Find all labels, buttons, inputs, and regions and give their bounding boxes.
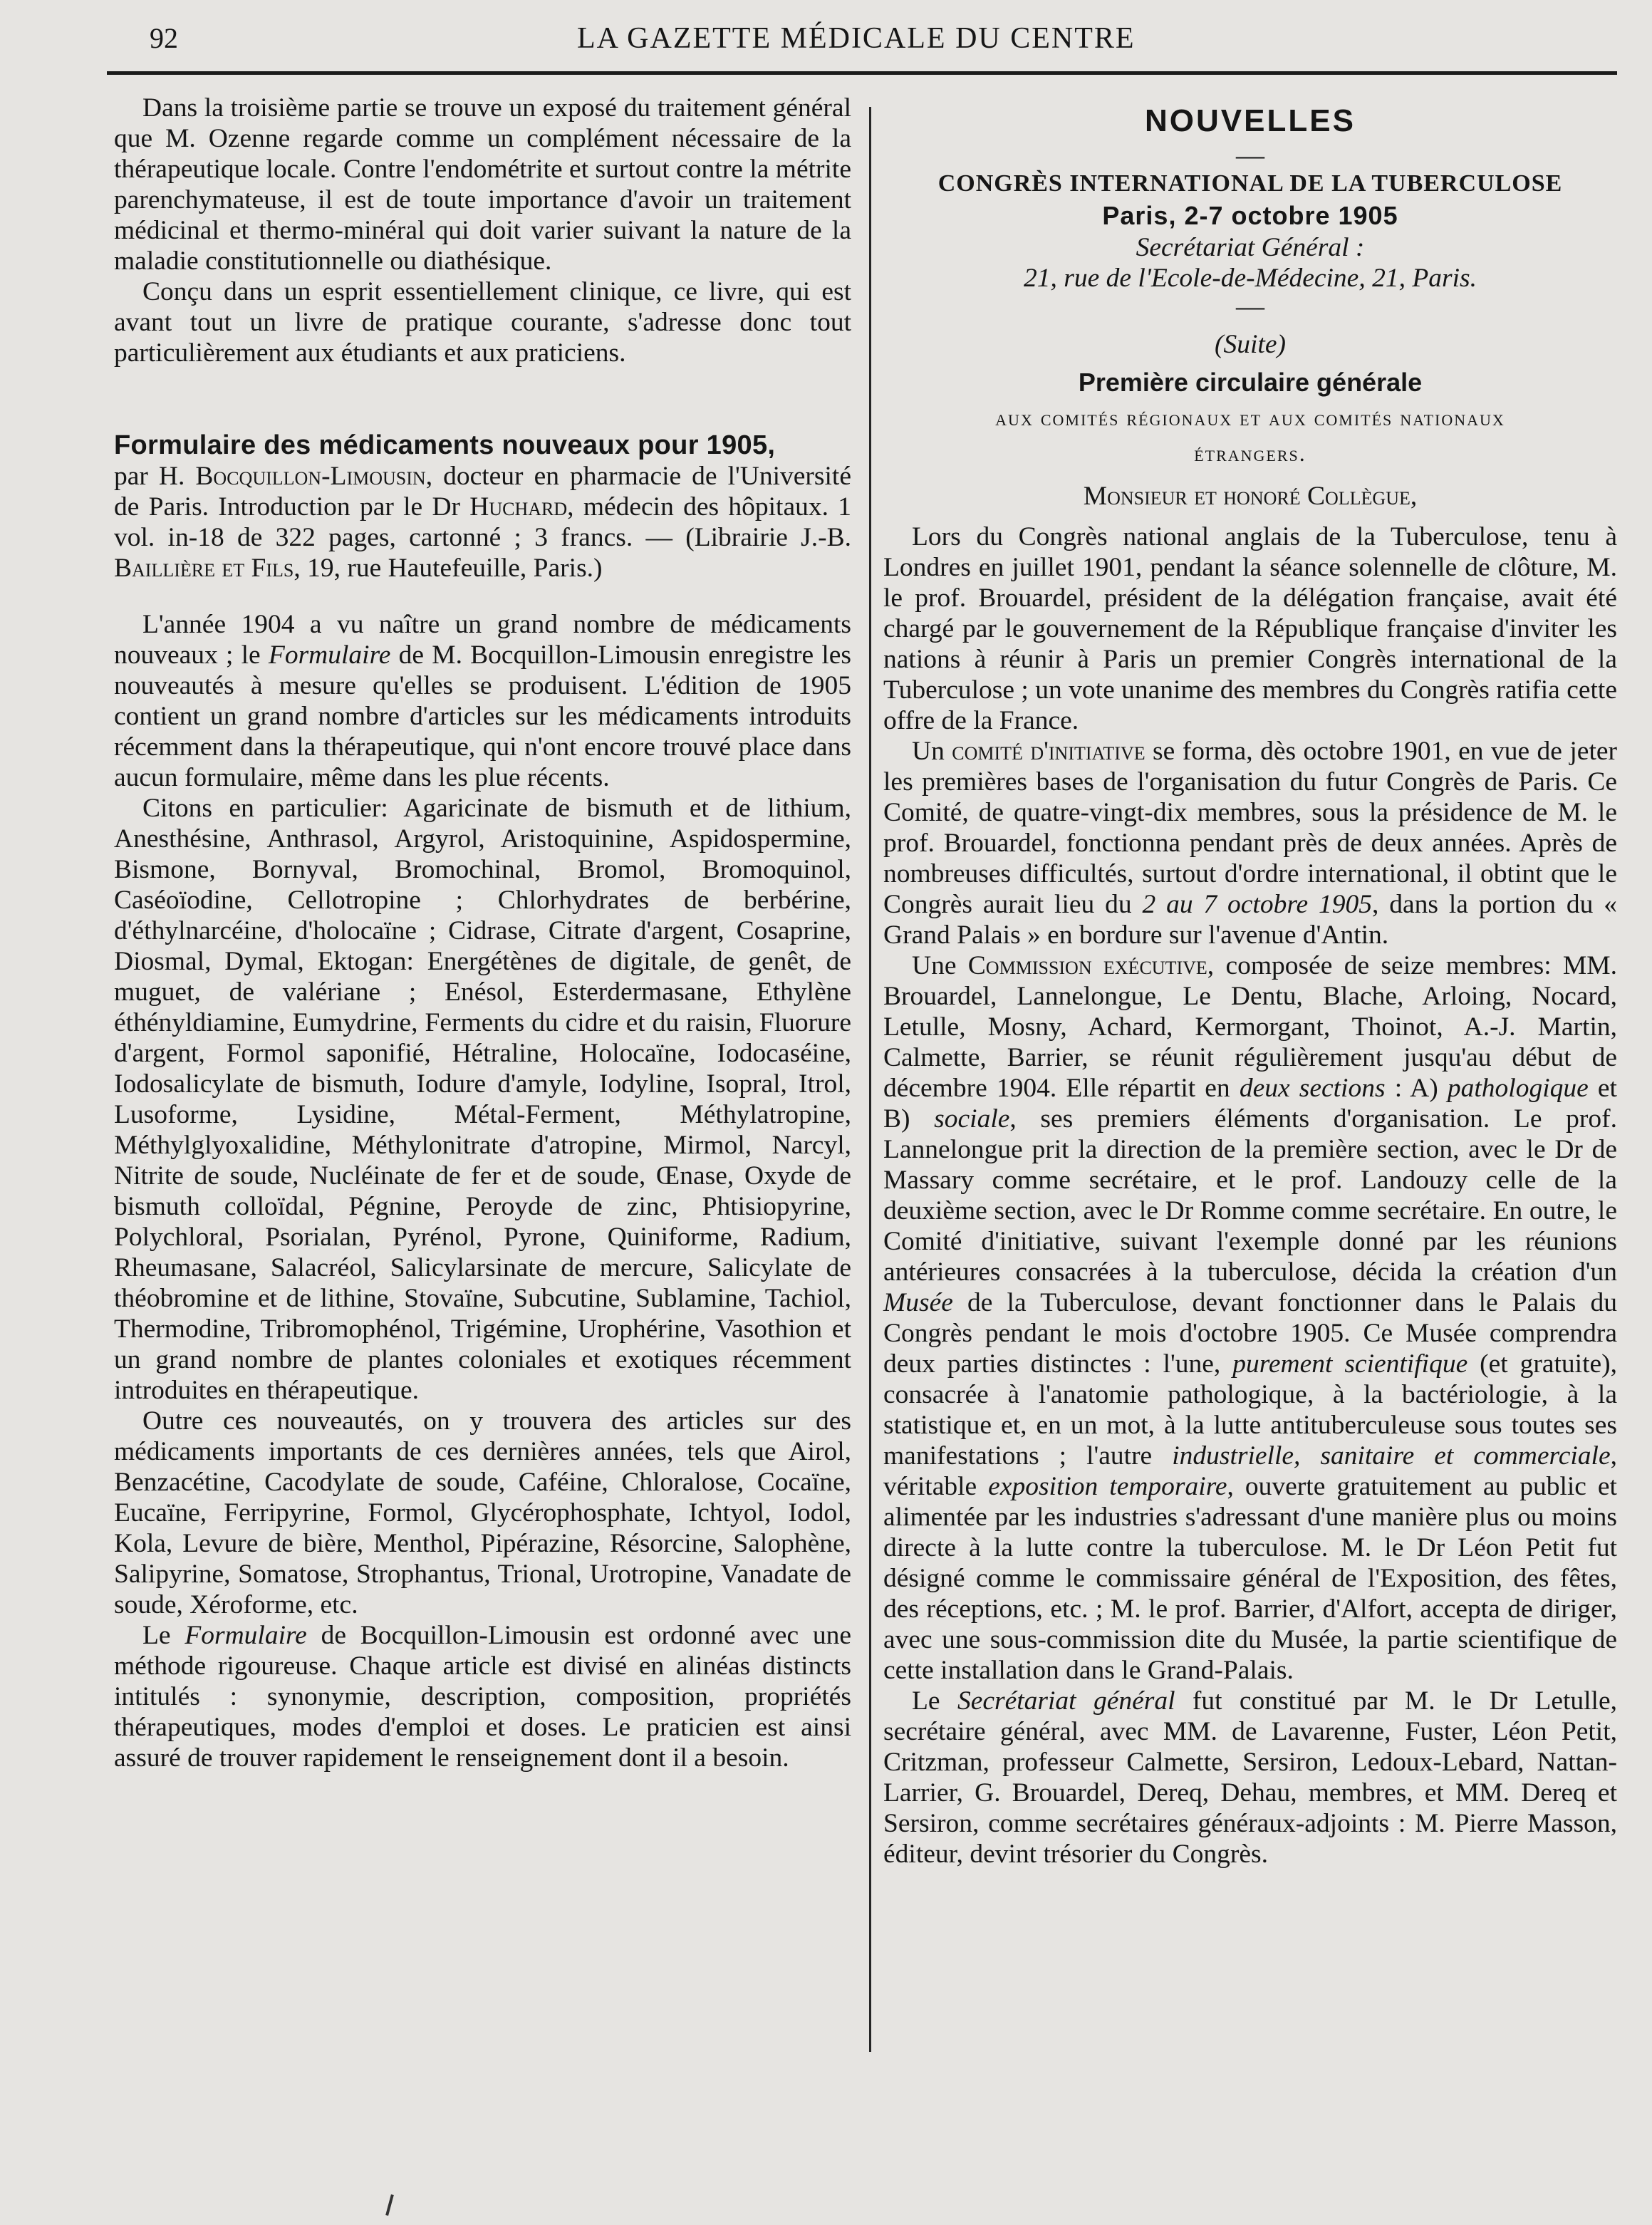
italic-run: exposition temporaire [988,1472,1227,1501]
salutation: Monsieur et honoré Collègue, [1083,482,1418,511]
secretariat-label: Secrétariat Général : [1136,233,1365,262]
congress-dates: Paris, 2-7 octobre 1905 [1102,201,1398,230]
secretariat-address: 21, rue de l'Ecole-de-Médecine, 21, Paris. [1024,264,1477,293]
circular-recipients-2: étrangers. [1194,440,1306,466]
section-title: NOUVELLES [1145,103,1356,138]
italic-run: purement scientifique [1232,1349,1468,1379]
spacer [114,368,851,430]
smallcaps-run: Commission exécutive [967,951,1207,980]
page-number: 92 [150,22,178,54]
news-paragraph-3 [883,950,1617,1686]
ref-mid2: , médecin des hôpitaux. 1 vol. in-18 de 322 pages, cartonné ; 3 francs. — (Librairie J.-B. [114,492,851,552]
italic-run: Formulaire [268,640,391,670]
italic-run: Secrétariat général [957,1686,1175,1716]
left-column [114,93,851,1773]
text-run: de la Tuberculose, devant fonctionner dans le Palais du Congrès pendant le mois d'octobre 1905. Ce Musée comprendra deux parties distinctes : l'une, [883,1288,1617,1379]
ref-author: Bocquillon-Limousin [195,462,426,491]
italic-run: industrielle, sanitaire et commerciale [1172,1441,1611,1471]
intro-paragraph-2: Conçu dans un esprit essentiellement clinique, ce livre, qui est avant tout un livre de pratique courante, s'adresse donc tout particulièrement aux étudiants et aux praticiens. [114,277,851,368]
text-run: , véritable [883,1441,1617,1501]
dash-separator: — [1236,290,1264,322]
right-column [883,93,1617,1869]
circular-title: Première circulaire générale [1078,368,1423,397]
review-paragraph-2: Citons en particulier: Agaricinate de bismuth et de lithium, Anesthésine, Anthrasol, Argyrol, Aristoquinine, Aspidospermine, Bismone, Bornyval, Bromochinal, Bromol, Bromoquinol, Caséoïodine, Cellotropine ; Chlorhydrates de berbérine, d'éthylnarcéine, d'holocaïne ; Cidrase, Citrate d'argent, Cosaprine, Diosmal, Dymal, Ektogan: Energétènes de digitale, de genêt, de muguet, de valériane ; Enésol, Esterdermasane, Ethylène éthényldiamine, Eumydrine, Ferments du cidre et du raisin, Fluorure d'argent, Formol saponifié, Hétraline, Holocaïne, Iodocaséine, Iodosalicylate de bismuth, Iodure d'amyle, Iodyline, Isopral, Itrol, Lusoforme, Lysidine, Métal-Ferment, Méthylatropine, Méthylglyoxalidine, Méthylonitrate d'atropine, Mirmol, Narcyl, Nitrite de soude, Nucléinate de fer et de soude, Œnase, Oxyde de bismuth colloïdal, Pégnine, Peroyde de zinc, Phtisiopyrine, Polychloral, Psorialan, Pyrénol, Pyrone, Quiniforme, Radium, Rheumasane, Salacréol, Salicylarsinate de mercure, Salicylate de théobromine et de lithine, Stovaïne, Subcutine, Sublamine, Tachiol, Thermodine, Tribromophénol, Trigémine, Urophérine, Vasothion et un grand nombre de plantes coloniales et exotiques récemment introduites en thérapeutique. [114,794,851,1405]
journal-title: LA GAZETTE MÉDICALE DU CENTRE [577,22,1136,55]
text-run: , ses premiers éléments d'organisation. Le prof. Lannelongue prit la direction de la première section, avec le Dr de Massary comme secrétaire, et le prof. Landouzy celle de la deuxième section, avec le Dr Romme comme secrétaire. En outre, le Comité d'initiative, suivant l'exemple donné par les réunions antérieures consacrées à la tuberculose, décida la création d'un [883,1104,1617,1287]
text-run: , ouverte gratuitement au public et alimentée par les industries s'adressant d'une manière plus ou moins directe à la lutte contre la tuberculose. M. le Dr Léon Petit fut désigné comme le commissaire général de l'Exposition, des fêtes, des réceptions, etc. ; M. le prof. Barrier, d'Alfort, accepta de diriger, avec une sous-commission dite du Musée, la partie scientifique de cette installation dans le Grand-Palais. [883,1472,1617,1685]
text-run: L'année 1904 a vu naître un grand nombre de médicaments nouveaux ; le [114,610,851,670]
book-title: Formulaire des médicaments nouveaux pour 1905, [114,430,776,460]
review-paragraph-3: Outre ces nouveautés, on y trouvera des articles sur des médicaments importants de ces dernières années, tels que Airol, Benzacétine, Cacodylate de soude, Caféine, Chloralose, Cocaïne, Eucaïne, Ferripyrine, Formol, Glycérophosphate, Ichtyol, Iodol, Kola, Levure de bière, Menthol, Pipérazine, Résorcine, Salophène, Salipyrine, Somatose, Strophantus, Trional, Urotropine, Vanadate de soude, Xéroforme, etc. [114,1406,851,1619]
text-run: Le [142,1621,185,1650]
book-reference [114,461,851,584]
italic-run: Musée [883,1288,953,1317]
text-run: : A) [1385,1074,1448,1103]
ink-mark [385,2194,394,2216]
text-run: Le [912,1686,957,1716]
italic-run: pathologique [1447,1074,1589,1103]
intro-paragraph-1: Dans la troisième partie se trouve un exposé du traitement général que M. Ozenne regarde comme un complément nécessaire de la thérapeutique locale. Contre l'endométrite et surtout contre la métrite parenchymateuse, il est de toute importance d'avoir un traitement médicinal et thermo-minéral qui doit varier suivant la nature de la maladie constitutionnelle ou diathésique. [114,93,851,276]
congress-title: CONGRÈS INTERNATIONAL DE LA TUBERCULOSE [937,170,1563,197]
text-run: Un [912,737,952,766]
spacer [114,584,851,609]
suite-label: (Suite) [1215,330,1286,359]
column-divider [869,107,871,2052]
news-paragraph-2 [883,736,1617,950]
news-paragraph-1: Lors du Congrès national anglais de la Tuberculose, tenu à Londres en juillet 1901, pendant la séance solennelle de clôture, M. le prof. Brouardel, président de la délégation française, avait été chargé par le gouvernement de la République française d'inviter les nations à réunir à Paris un premier Congrès international de la Tuberculose ; un vote unanime des membres du Congrès ratifia cette offre de la France. [883,522,1617,735]
text-run: (et gratuite), consacrée à l'anatomie pathologique, à la bactériologie, à la statistique et, en un mot, à la lutte antituberculeuse sous toutes ses manifestations ; l'autre [883,1349,1617,1471]
news-paragraph-4 [883,1686,1617,1869]
smallcaps-run: comité d'initiative [952,737,1146,766]
review-paragraph-1 [114,609,851,793]
running-head [150,21,1617,61]
ref-publisher: Baillière et Fils [114,554,294,583]
ref-end: , 19, rue Hautefeuille, Paris.) [293,554,603,583]
dash-separator: — [1236,139,1264,171]
text-run: de Bocquillon-Limousin est ordonné avec une méthode rigoureuse. Chaque article est divisé en alinéas distincts intitulés : synonymie, description, composition, propriétés thérapeutiques, modes d'emploi et doses. Le praticien est ainsi assuré de trouver rapidement le renseignement dont il a besoin. [114,1621,851,1773]
ref-par: par H. [114,462,196,491]
text-run: , dans la portion du « Grand Palais » en bordure sur l'avenue d'Antin. [883,890,1617,950]
ref-intro-author: Huchard [469,492,568,522]
text-run: fut constitué par M. le Dr Letulle, secrétaire général, avec MM. de Lavarenne, Fuster, Léon Petit, Critzman, professeur Calmette, Sersiron, Ledoux-Lebard, Nattan-Larrier, G. Brouardel, Dereq, Dehau, membres, et MM. Dereq et Sersiron, comme secrétaires généraux-adjoints : M. Pierre Masson, éditeur, devint trésorier du Congrès. [883,1686,1617,1869]
italic-run: deux sections [1239,1074,1386,1103]
text-run: de M. Bocquillon-Limousin enregistre les nouveautés à mesure qu'elles se produisent. L'édition de 1905 contient un grand nombre d'articles sur les médicaments introduits récemment dans la thérapeutique, qui n'ont encore trouvé place dans aucun formulaire, même dans les plue récents. [114,640,851,792]
text-run: et B) [883,1074,1617,1134]
circular-recipients: aux comités régionaux et aux comités nationaux [995,405,1505,430]
text-run: , composée de seize membres: MM. Brouardel, Lannelongue, Le Dentu, Blache, Arloing, Nocard, Letulle, Mosny, Achard, Kermorgant, Thoinot, A.-J. Martin, Calmette, Barrier, se réunit régulièrement jusqu'au début de décembre 1904. Elle répartit en [883,951,1617,1103]
text-run: Une [912,951,968,980]
italic-run: 2 au 7 octobre 1905 [1142,890,1373,919]
italic-run: sociale [934,1104,1010,1134]
italic-run: Formulaire [185,1621,307,1650]
header-rule [107,71,1617,75]
ref-mid: , docteur en pharmacie de l'Université de Paris. Introduction par le Dr [114,462,851,522]
review-paragraph-4 [114,1620,851,1773]
text-run: se forma, dès octobre 1901, en vue de jeter les premières bases de l'organisation du futur Congrès de Paris. Ce Comité, de quatre-vingt-dix membres, sous la présidence de M. le prof. Brouardel, fonctionna pendant près de deux années. Après de nombreuses difficultés, surtout d'ordre international, il obtint que le Congrès aurait lieu du [883,737,1617,919]
